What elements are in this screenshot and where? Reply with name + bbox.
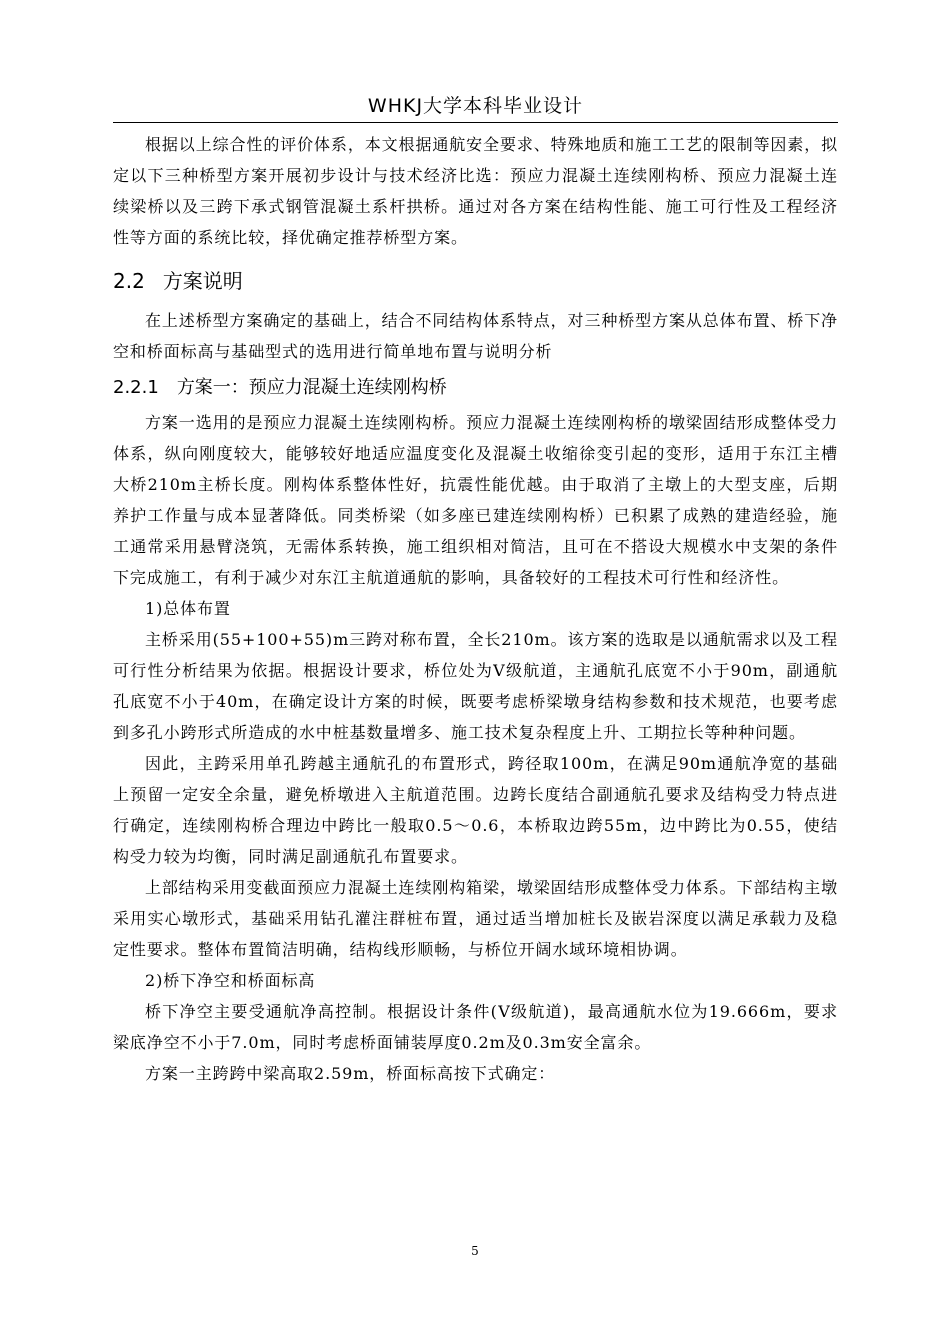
section-heading-2-2 [113, 267, 838, 295]
paragraph-span-layout: 主桥采用(55+100+55)m三跨对称布置，全长210m。该方案的选取是以通航需求以及工程可行性分析结果为依据。根据设计要求，桥位处为Ⅴ级航道，主通航孔底宽不小于90m，副通航孔底宽不小于40m，在确定设计方案的时候，既要考虑桥梁墩身结构参数和技术规范，也要考虑到多孔小跨形式所造成的水中桩基数量增多、施工技术复杂程度上升、工期拉长等种种问题。 [113, 630, 838, 742]
page-header [113, 90, 838, 123]
section-number: 2.2 [113, 269, 145, 293]
subheading-general-layout: 1)总体布置 [145, 599, 231, 618]
paragraph-deck-elevation: 方案一主跨跨中梁高取2.59m，桥面标高按下式确定： [145, 1064, 556, 1083]
paragraph-structure: 上部结构采用变截面预应力混凝土连续刚构箱梁，墩梁固结形成整体受力体系。下部结构主墩采用实心墩形式，基础采用钻孔灌注群桩布置，通过适当增加桩长及嵌岩深度以满足承载力及稳定性要求。整体布置简洁明确，结构线形顺畅，与桥位开阔水域环境相协调。 [113, 878, 838, 959]
paragraph-evaluation-intro: 根据以上综合性的评价体系，本文根据通航安全要求、特殊地质和施工工艺的限制等因素，拟定以下三种桥型方案开展初步设计与技术经济比选：预应力混凝土连续刚构桥、预应力混凝土连续梁桥以及三跨下承式钢管混凝土系杆拱桥。通过对各方案在结构性能、施工可行性及工程经济性等方面的系统比较，择优确定推荐桥型方案。 [113, 135, 838, 247]
paragraph-scheme-overview: 在上述桥型方案确定的基础上，结合不同结构体系特点，对三种桥型方案从总体布置、桥下净空和桥面标高与基础型式的选用进行简单地布置与说明分析 [113, 311, 838, 361]
section-title: 方案说明 [162, 269, 243, 293]
subsection-heading-2-2-1 [113, 375, 838, 401]
header-title: WHKJ大学本科毕业设计 [367, 95, 584, 117]
paragraph-main-span: 因此，主跨采用单孔跨越主通航孔的布置形式，跨径取100m，在满足90m通航净宽的基础上预留一定安全余量，避免桥墩进入主航道范围。边跨长度结合副通航孔要求及结构受力特点进行确定，连续刚构桥合理边中跨比一般取0.5～0.6，本桥取边跨55m，边中跨比为0.55，使结构受力较为均衡，同时满足副通航孔布置要求。 [113, 754, 838, 866]
subsection-title: 方案一：预应力混凝土连续刚构桥 [176, 377, 447, 398]
paragraph-scheme-one-description: 方案一选用的是预应力混凝土连续刚构桥。预应力混凝土连续刚构桥的墩梁固结形成整体受力体系，纵向刚度较大，能够较好地适应温度变化及混凝土收缩徐变引起的变形，适用于东江主槽大桥210m主桥长度。刚构体系整体性好，抗震性能优越。由于取消了主墩上的大型支座，后期养护工作量与成本显著降低。同类桥梁（如多座已建连续刚构桥）已积累了成熟的建造经验，施工通常采用悬臂浇筑，无需体系转换，施工组织相对简洁，且可在不搭设大规模水中支架的条件下完成施工，有利于减少对东江主航道通航的影响，具备较好的工程技术可行性和经济性。 [113, 413, 838, 587]
document-body [113, 129, 838, 1089]
subsection-number: 2.2.1 [113, 377, 159, 398]
paragraph-clearance: 桥下净空主要受通航净高控制。根据设计条件(Ⅴ级航道)，最高通航水位为19.666m，要求梁底净空不小于7.0m，同时考虑桥面铺装厚度0.2m及0.3m安全富余。 [113, 1002, 838, 1052]
page-number: 5 [471, 1244, 479, 1258]
subheading-clearance-elevation: 2)桥下净空和桥面标高 [145, 971, 316, 990]
